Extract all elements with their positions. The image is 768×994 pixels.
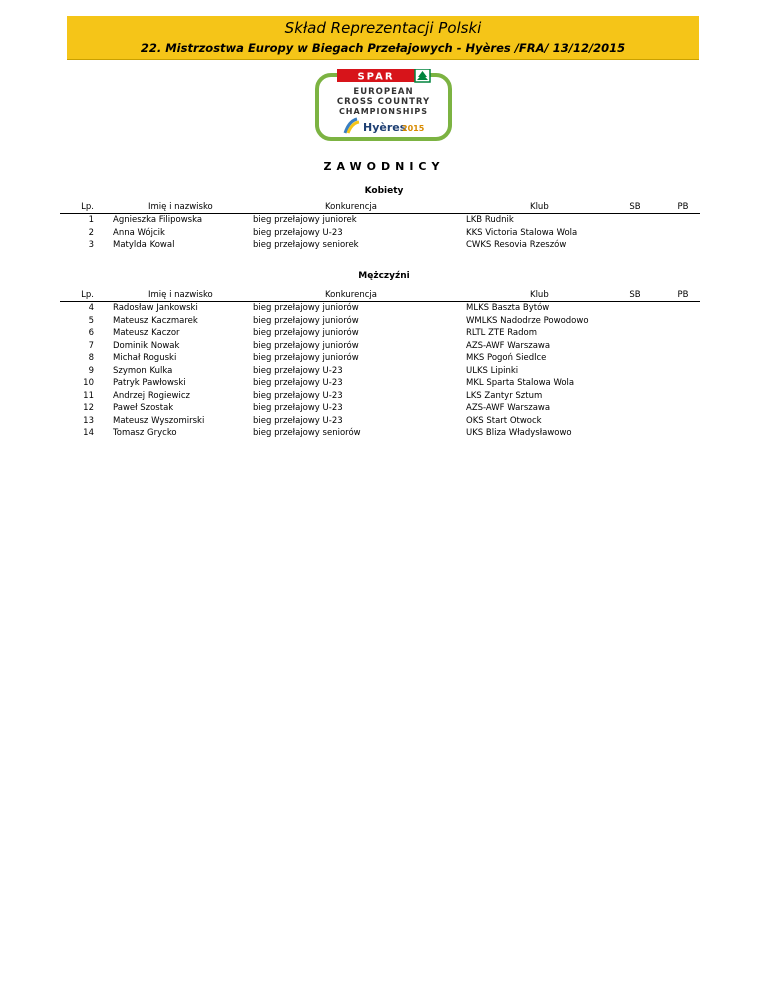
row-name: Anna Wójcik <box>113 227 165 238</box>
row-konk: bieg przełajowy juniorek <box>253 215 357 225</box>
row-name: Mateusz Kaczor <box>113 328 180 338</box>
row-klub: WMLKS Nadodrze Powodowo <box>466 315 589 326</box>
men-section-title: Mężczyźni <box>358 271 410 281</box>
row-konk: bieg przełajowy U-23 <box>253 227 343 238</box>
col-pb: PB <box>677 202 689 212</box>
row-klub: AZS-AWF Warszawa <box>466 403 551 413</box>
table-row <box>60 302 700 315</box>
table-header <box>60 289 700 302</box>
row-lp: 6 <box>88 328 94 338</box>
svg-text:SPAR: SPAR <box>357 71 395 83</box>
row-name: Agnieszka Filipowska <box>113 215 203 225</box>
row-name: Radosław Jankowski <box>113 303 198 313</box>
row-name: Andrzej Rogiewicz <box>113 390 191 401</box>
row-lp: 4 <box>88 303 94 313</box>
row-konk: bieg przełajowy U-23 <box>253 378 343 388</box>
row-lp: 11 <box>83 390 94 401</box>
event-logo <box>315 69 452 141</box>
title-banner <box>67 16 699 60</box>
row-klub: LKS Zantyr Sztum <box>466 390 543 401</box>
row-konk: bieg przełajowy juniorów <box>253 315 359 326</box>
row-lp: 9 <box>88 365 94 376</box>
col-konk: Konkurencja <box>325 290 377 300</box>
row-name: Dominik Nowak <box>113 340 180 351</box>
table-row <box>60 340 700 353</box>
table-row <box>60 214 700 227</box>
row-konk: bieg przełajowy U-23 <box>253 403 343 413</box>
row-lp: 10 <box>83 378 94 388</box>
row-konk: bieg przełajowy U-23 <box>253 365 343 376</box>
row-konk: bieg przełajowy seniorów <box>253 428 361 438</box>
document-title: Skład Reprezentacji Polski <box>284 19 482 37</box>
col-name: Imię i nazwisko <box>148 290 213 300</box>
row-klub: AZS-AWF Warszawa <box>466 340 551 351</box>
table-row <box>60 427 700 440</box>
row-name: Patryk Pawłowski <box>113 378 186 388</box>
row-konk: bieg przełajowy U-23 <box>253 415 343 426</box>
men-table <box>60 289 700 440</box>
col-klub: Klub <box>530 202 549 212</box>
row-lp: 2 <box>88 227 94 238</box>
row-klub: ULKS Lipinki <box>466 365 519 376</box>
row-klub: MLKS Baszta Bytów <box>466 303 550 313</box>
col-lp: Lp. <box>81 290 94 300</box>
col-name: Imię i nazwisko <box>148 202 213 212</box>
row-konk: bieg przełajowy juniorów <box>253 328 359 338</box>
row-klub: OKS Start Otwock <box>466 415 542 426</box>
table-row <box>60 227 700 240</box>
table-row <box>60 315 700 328</box>
row-lp: 14 <box>83 428 94 438</box>
row-lp: 13 <box>83 415 94 426</box>
athletes-heading: ZAWODNICY <box>323 160 445 173</box>
row-lp: 7 <box>88 340 94 351</box>
row-klub: RLTL ZTE Radom <box>466 328 537 338</box>
row-lp: 12 <box>83 403 94 413</box>
row-konk: bieg przełajowy U-23 <box>253 390 343 401</box>
table-row <box>60 377 700 390</box>
row-klub: CWKS Resovia Rzeszów <box>466 240 567 250</box>
row-klub: UKS Bliza Władysławowo <box>466 428 572 438</box>
svg-text:Hyères: Hyères <box>363 121 407 134</box>
row-konk: bieg przełajowy seniorek <box>253 240 359 250</box>
col-pb: PB <box>677 290 689 300</box>
col-konk: Konkurencja <box>325 202 377 212</box>
row-lp: 5 <box>88 315 94 326</box>
svg-text:CROSS COUNTRY: CROSS COUNTRY <box>336 97 431 107</box>
row-klub: MKL Sparta Stalowa Wola <box>466 378 575 388</box>
row-name: Mateusz Wyszomirski <box>113 415 205 426</box>
table-row <box>60 327 700 340</box>
row-name: Paweł Szostak <box>113 403 174 413</box>
row-name: Mateusz Kaczmarek <box>113 315 198 326</box>
col-klub: Klub <box>530 290 549 300</box>
row-lp: 8 <box>88 353 94 363</box>
svg-text:CHAMPIONSHIPS: CHAMPIONSHIPS <box>338 107 429 116</box>
table-row <box>60 239 700 252</box>
table-row <box>60 352 700 365</box>
row-klub: MKS Pogoń Siedlce <box>466 353 547 363</box>
svg-text:2015: 2015 <box>402 124 425 133</box>
col-sb: SB <box>629 202 641 212</box>
row-klub: KKS Victoria Stalowa Wola <box>466 227 578 238</box>
row-konk: bieg przełajowy juniorów <box>253 303 359 313</box>
row-name: Matylda Kowal <box>113 240 175 250</box>
row-klub: LKB Rudnik <box>466 215 514 225</box>
row-name: Tomasz Grycko <box>113 428 177 438</box>
table-header <box>60 201 700 214</box>
col-lp: Lp. <box>81 202 94 212</box>
document-subtitle: 22. Mistrzostwa Europy w Biegach Przełajowych - Hyères /FRA/ 13/12/2015 <box>140 41 626 55</box>
row-name: Szymon Kulka <box>113 365 173 376</box>
row-name: Michał Roguski <box>113 353 177 363</box>
table-row <box>60 390 700 403</box>
svg-text:EUROPEAN: EUROPEAN <box>353 87 414 97</box>
row-konk: bieg przełajowy juniorów <box>253 340 359 351</box>
table-row <box>60 402 700 415</box>
row-lp: 3 <box>88 240 94 250</box>
table-row <box>60 365 700 378</box>
women-section-title: Kobiety <box>364 186 404 196</box>
table-row <box>60 415 700 428</box>
row-lp: 1 <box>88 215 94 225</box>
col-sb: SB <box>629 290 641 300</box>
women-table <box>60 201 700 252</box>
row-konk: bieg przełajowy juniorów <box>253 353 359 363</box>
